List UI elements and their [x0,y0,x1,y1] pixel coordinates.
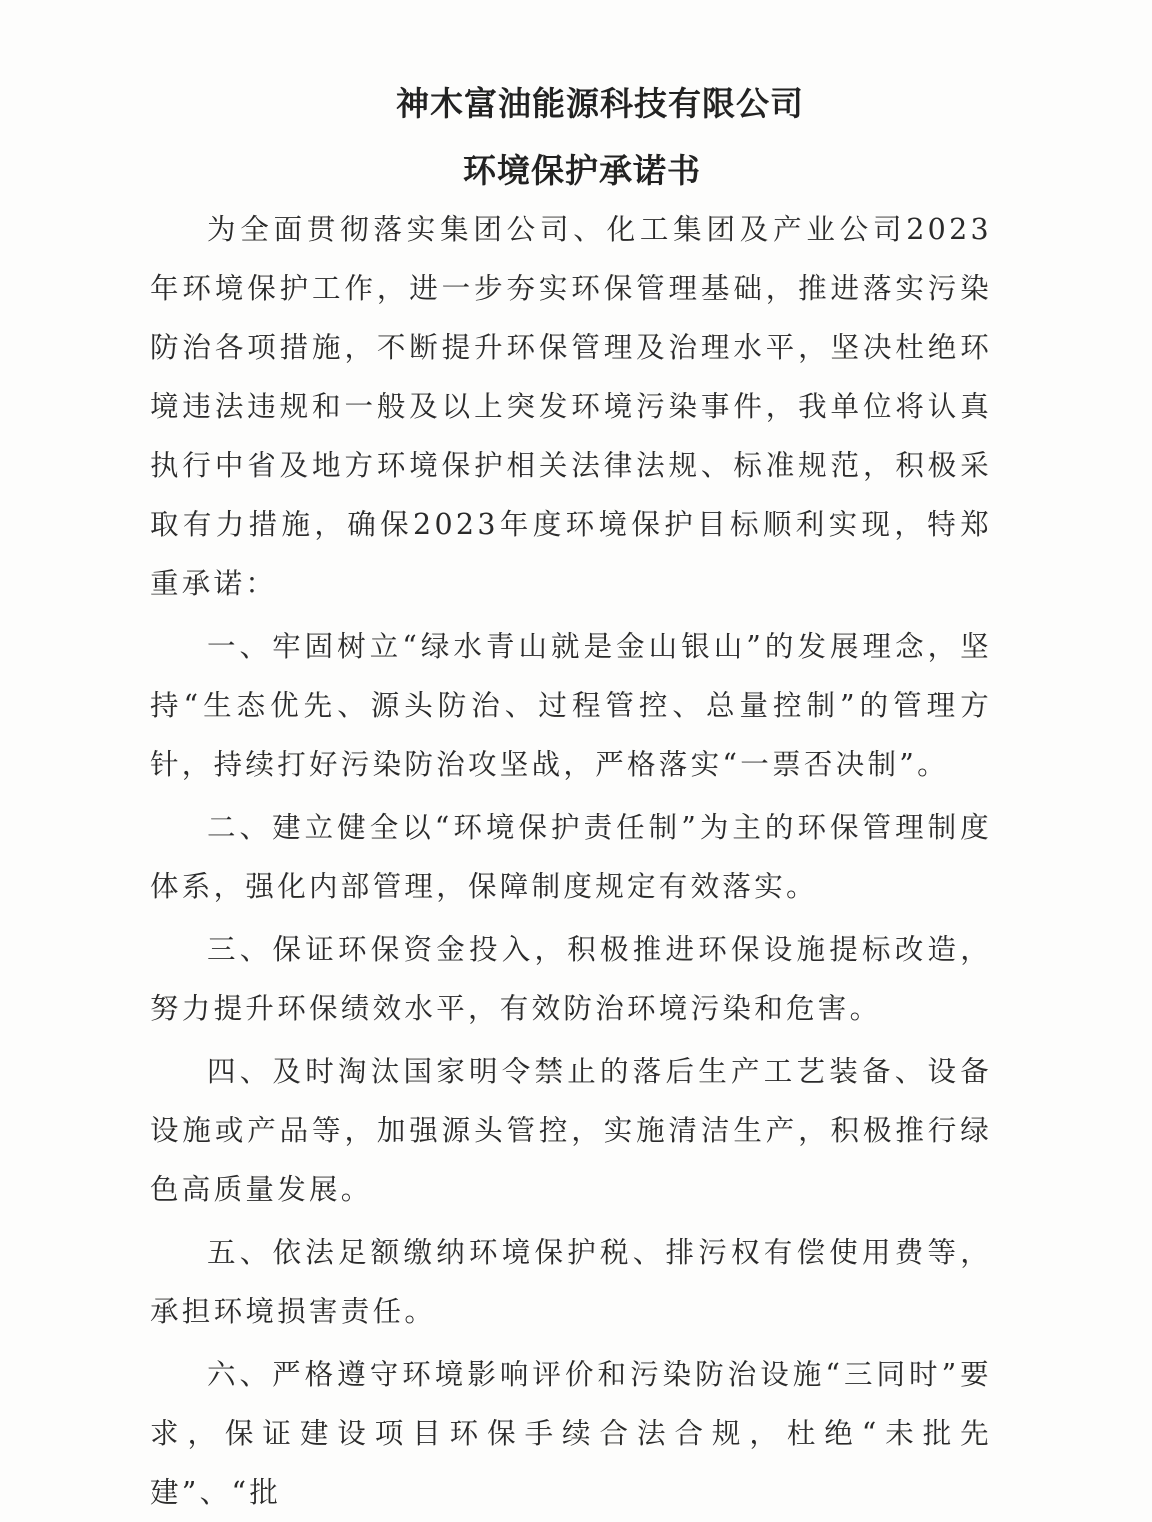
commitment-paragraph-4: 四、及时淘汰国家明令禁止的落后生产工艺装备、设备设施或产品等，加强源头管控，实施清洁生产，积极推行绿色高质量发展。 [150,1055,992,1206]
commitment-paragraph-5: 五、依法足额缴纳环境保护税、排污权有偿使用费等，承担环境损害责任。 [150,1236,992,1328]
document-title: 环境保护承诺书 [463,151,701,190]
commitment-paragraph-2: 二、建立健全以“环境保护责任制”为主的环保管理制度体系，强化内部管理，保障制度规定有效落实。 [150,811,992,903]
document-body [150,200,992,1522]
company-title: 神木富油能源科技有限公司 [396,84,804,123]
commitment-paragraph-3: 三、保证环保资金投入，积极推进环保设施提标改造，努力提升环保绩效水平，有效防治环境污染和危害。 [150,933,992,1025]
commitment-paragraph-1: 一、牢固树立“绿水青山就是金山银山”的发展理念，坚持“生态优先、源头防治、过程管控、总量控制”的管理方针，持续打好污染防治攻坚战，严格落实“一票否决制”。 [150,630,992,781]
intro-paragraph: 为全面贯彻落实集团公司、化工集团及产业公司2023年环境保护工作，进一步夯实环保管理基础，推进落实污染防治各项措施，不断提升环保管理及治理水平，坚决杜绝环境违法违规和一般及以上突发环境污染事件，我单位将认真执行中省及地方环境保护相关法律法规、标准规范，积极采取有力措施，确保2023年度环境保护目标顺利实现，特郑重承诺： [150,213,992,600]
commitment-paragraph-6: 六、严格遵守环境影响评价和污染防治设施“三同时”要求，保证建设项目环保手续合法合规，杜绝“未批先建”、“批 [150,1358,992,1509]
